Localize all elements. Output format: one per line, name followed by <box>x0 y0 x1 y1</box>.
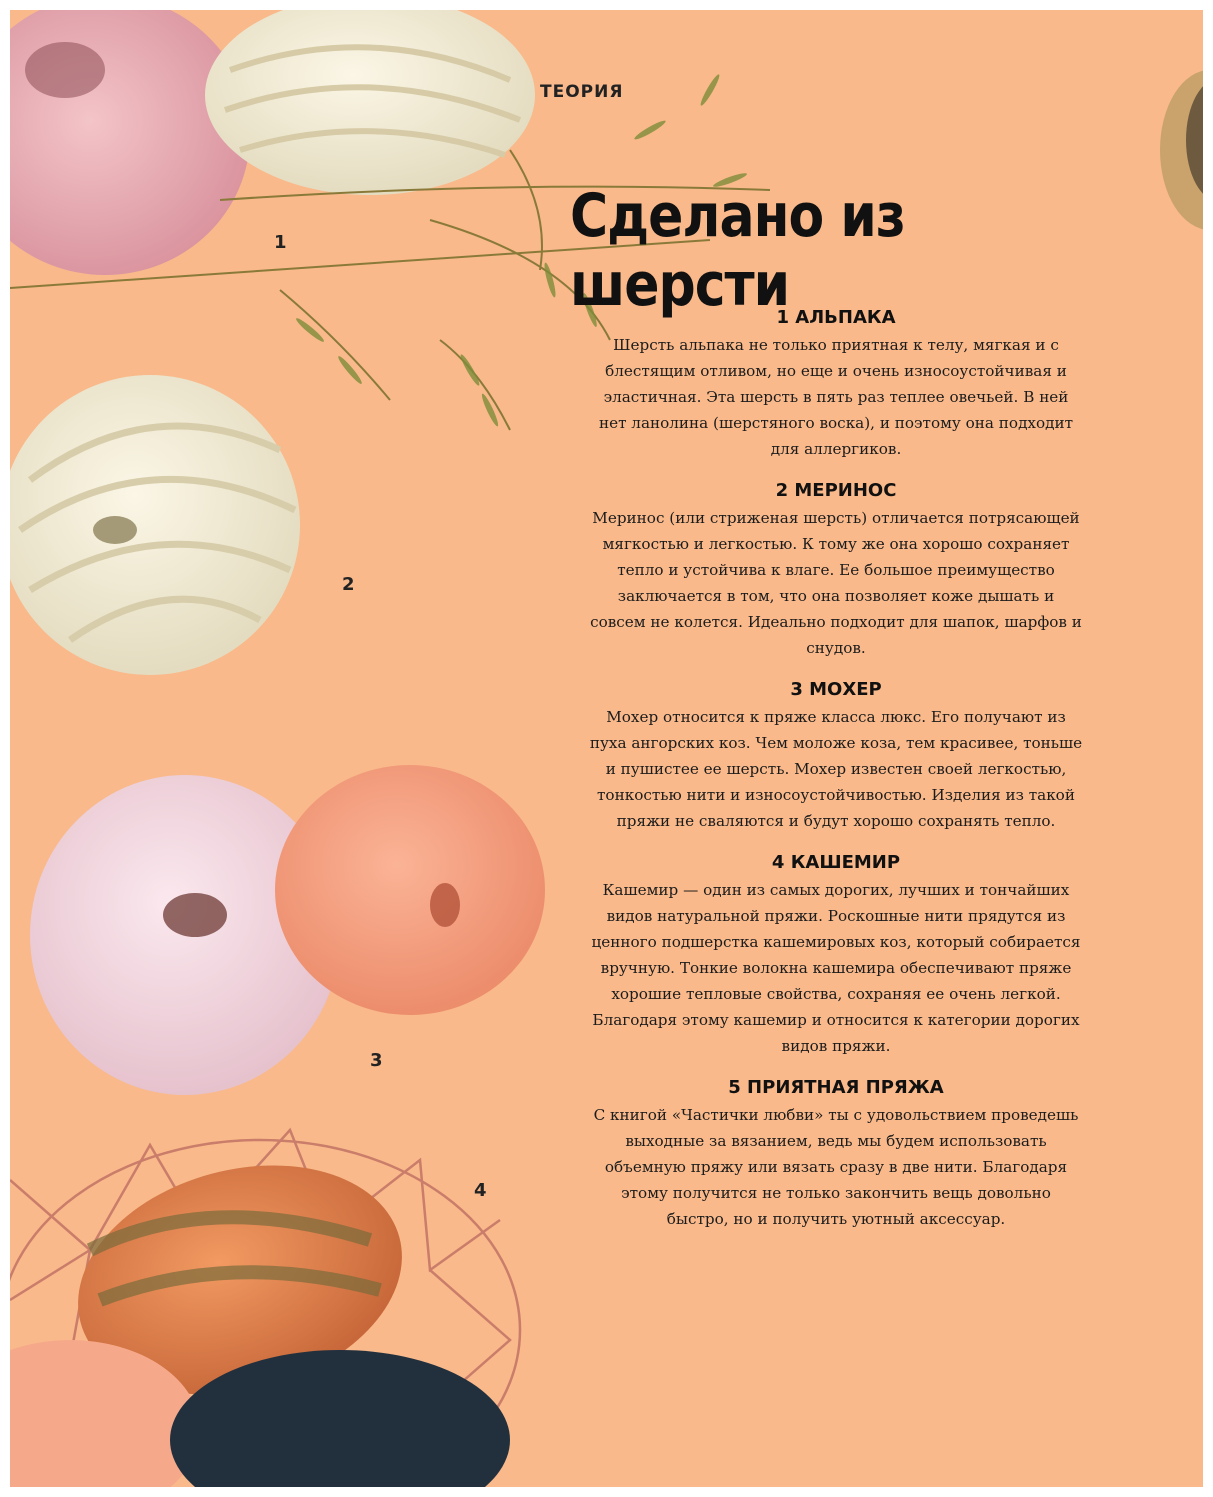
article-text <box>588 306 1084 1249</box>
section-body: Мохер относится к пряже класса люкс. Его получают из пуха ангорских коз. Чем моложе коза, тем красивее, тоньше и пушистее ее шерсть. Мохер известен своей легкостью, тонкостью нити и износоустойчивостью. Изделия из такой пряжи не сваляются и будут хорошо сохранять тепло. <box>589 708 1083 830</box>
section-body: С книгой «Частички любви» ты с удовольствием проведешь выходные за вязанием, ведь мы будем использовать объемную пряжу или вязать сразу в две нити. Благодаря этому получится не только закончить вещь довольно быстро, но и получить уютный аксессуар. <box>593 1106 1079 1228</box>
image-label-3: 3 <box>370 1050 383 1071</box>
section-heading: 3 МОХЕР <box>790 679 882 700</box>
section-heading: 4 КАШЕМИР <box>771 852 901 873</box>
section-tag: ТЕОРИЯ <box>540 82 624 102</box>
yarn-ball-peach-mohair <box>275 765 545 1015</box>
image-label-4: 4 <box>474 1180 487 1201</box>
thimble-decoration <box>1160 70 1203 230</box>
book-page <box>10 10 1203 1487</box>
section-cashmere <box>588 851 1084 1059</box>
yarn-ball-cream-top <box>205 10 535 195</box>
page-title: Сделано из шерсти <box>570 182 906 320</box>
image-label-2: 2 <box>342 574 355 595</box>
yarn-ball-pink-mohair <box>10 10 250 275</box>
section-body: Меринос (или стриженая шерсть) отличается потрясающей мягкостью и легкостью. К тому же она хорошо сохраняет тепло и устойчива к влаге. Ее большое преимущество заключается в том, что она позволяет коже дышать и совсем не колется. Идеально подходит для шапок, шарфов и снудов. <box>590 509 1082 657</box>
section-heading: 1 АЛЬПАКА <box>776 307 896 328</box>
section-body: Шерсть альпака не только приятная к телу, мягкая и с блестящим отливом, но еще и очень износоустойчивая и эластичная. Эта шерсть в пять раз теплее овечьей. В ней нет ланолина (шерстяного воска), и поэтому она подходит для аллергиков. <box>598 336 1074 458</box>
yarn-ball-cream-merino <box>10 375 300 675</box>
image-label-1: 1 <box>274 232 287 253</box>
section-alpaca <box>588 306 1084 462</box>
section-pleasant-yarn <box>588 1076 1084 1232</box>
section-body: Кашемир — один из самых дорогих, лучших и тончайших видов натуральной пряжи. Роскошные нити прядутся из ценного подшерстка кашемировых коз, который собирается вручную. Тонкие волокна кашемира обеспечивают пряже хорошие тепловые свойства, сохраняя ее очень легкой. Благодаря этому кашемир и относится к категории дорогих видов пряжи. <box>591 881 1081 1055</box>
section-heading: 2 МЕРИНОС <box>775 480 897 501</box>
section-heading: 5 ПРИЯТНАЯ ПРЯЖА <box>728 1077 944 1098</box>
section-mohair <box>588 678 1084 834</box>
section-merino <box>588 479 1084 661</box>
